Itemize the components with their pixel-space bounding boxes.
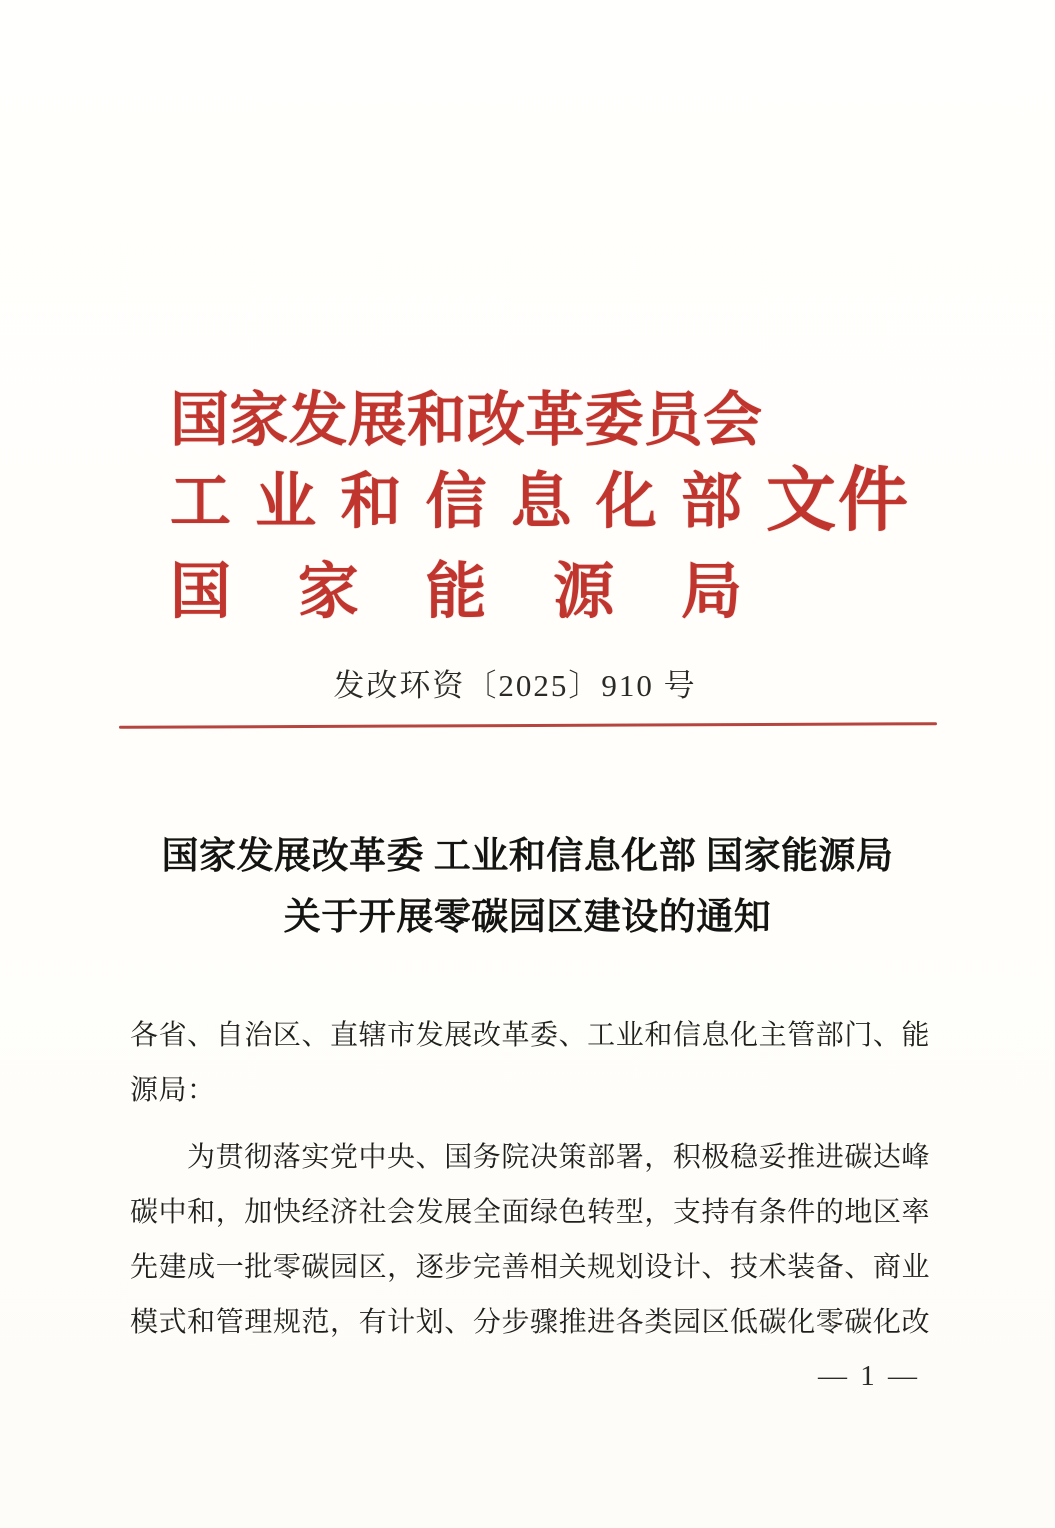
body-paragraph-line-1: 为贯彻落实党中央、国务院决策部署，积极稳妥推进碳达峰 <box>187 1142 930 1173</box>
letterhead-agency-nea: 国家能源局 <box>170 559 742 626</box>
body-paragraph-line-3: 先建成一批零碳园区，逐步完善相关规划设计、技术装备、商业 <box>130 1252 930 1283</box>
letterhead <box>170 384 940 626</box>
letterhead-agency-miit: 工业和信息化部 <box>170 468 742 536</box>
body-salutation-line-1: 各省、自治区、直辖市发展改革委、工业和信息化主管部门、能 <box>130 1020 930 1051</box>
body-paragraph-line-4: 模式和管理规范，有计划、分步骤推进各类园区低碳化零碳化改 <box>130 1307 930 1338</box>
letterhead-row-2 <box>170 458 940 546</box>
title-line-2: 关于开展零碳园区建设的通知 <box>283 897 772 938</box>
title-line-1: 国家发展改革委 工业和信息化部 国家能源局 <box>161 836 894 877</box>
footer-page-number: — 1 — <box>818 1360 920 1392</box>
document-title <box>0 826 1055 948</box>
body-paragraph-line-2: 碳中和，加快经济社会发展全面绿色转型，支持有条件的地区率 <box>130 1197 930 1228</box>
document-reference-number: 发改环资〔2025〕910 号 <box>333 668 697 703</box>
body-salutation-line-2: 源局： <box>130 1075 216 1106</box>
letterhead-agency-ndrc: 国家发展和改革委员会 <box>170 387 762 453</box>
red-divider-line <box>119 722 937 729</box>
letterhead-document-label: 文件 <box>766 463 910 540</box>
document-body <box>130 1008 930 1350</box>
